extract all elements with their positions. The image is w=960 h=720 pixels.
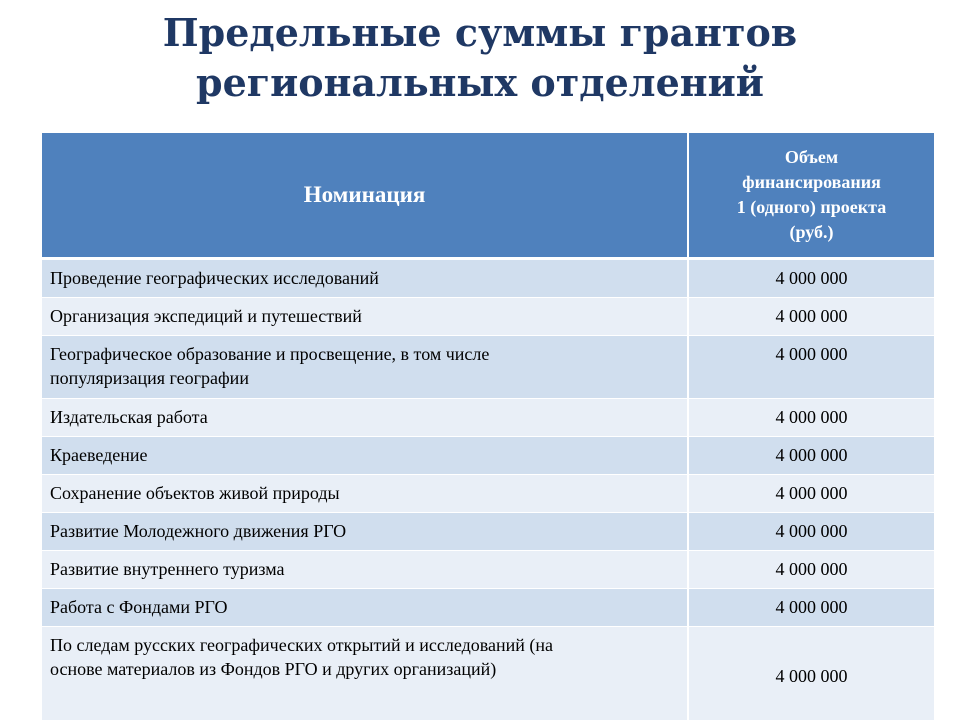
column-header-nomination: Номинация: [42, 133, 688, 259]
nomination-cell: [42, 336, 688, 399]
amount-header-line: 1 (одного) проекта: [736, 197, 887, 217]
table-row: [42, 399, 934, 437]
nomination-cell: [42, 513, 688, 551]
amount-cell: 4 000 000: [688, 589, 934, 627]
nomination-cell: [42, 437, 688, 475]
amount-cell: 4 000 000: [688, 298, 934, 336]
nomination-line: Географическое образование и просвещение, в том числе: [50, 344, 490, 364]
table-row: [42, 475, 934, 513]
nomination-line: Проведение географических исследований: [50, 268, 379, 288]
nomination-line: Работа с Фондами РГО: [50, 597, 228, 617]
table-row: [42, 589, 934, 627]
amount-cell: 4 000 000: [688, 437, 934, 475]
table-row: [42, 259, 934, 298]
column-header-amount: [688, 133, 934, 259]
table-row: [42, 298, 934, 336]
amount-header-line: Объем: [784, 147, 839, 167]
amount-cell: 4 000 000: [688, 336, 934, 399]
nomination-line: Краеведение: [50, 445, 148, 465]
nomination-line: Развитие внутреннего туризма: [50, 559, 285, 579]
amount-header-line: финансирования: [742, 172, 881, 192]
amount-cell: 4 000 000: [688, 513, 934, 551]
nomination-line: Организация экспедиций и путешествий: [50, 306, 362, 326]
nomination-cell: [42, 259, 688, 298]
nomination-line: Сохранение объектов живой природы: [50, 483, 340, 503]
nomination-line: популяризация географии: [50, 368, 249, 388]
table-header-row: [42, 133, 934, 259]
table-row: [42, 336, 934, 399]
amount-header-line: (руб.): [789, 222, 834, 242]
nomination-cell: [42, 475, 688, 513]
nomination-line: основе материалов из Фондов РГО и других организаций): [50, 659, 497, 679]
amount-cell: 4 000 000: [688, 551, 934, 589]
amount-cell: 4 000 000: [688, 627, 934, 720]
amount-cell: 4 000 000: [688, 475, 934, 513]
amount-cell: 4 000 000: [688, 259, 934, 298]
nomination-line: Развитие Молодежного движения РГО: [50, 521, 347, 541]
nomination-line: Издательская работа: [50, 407, 208, 427]
nomination-cell: [42, 627, 688, 720]
nomination-cell: [42, 399, 688, 437]
nomination-cell: [42, 589, 688, 627]
nomination-cell: [42, 298, 688, 336]
title-line-1: Предельные суммы грантов: [162, 10, 798, 55]
title-line-2: региональных отделений: [196, 60, 764, 105]
table-row: [42, 513, 934, 551]
table-row: [42, 551, 934, 589]
grants-table: [42, 133, 934, 720]
table-row: [42, 437, 934, 475]
table-row: [42, 627, 934, 720]
nomination-cell: [42, 551, 688, 589]
amount-cell: 4 000 000: [688, 399, 934, 437]
page-title: [0, 8, 960, 108]
nomination-line: По следам русских географических открытий и исследований (на: [50, 635, 554, 655]
